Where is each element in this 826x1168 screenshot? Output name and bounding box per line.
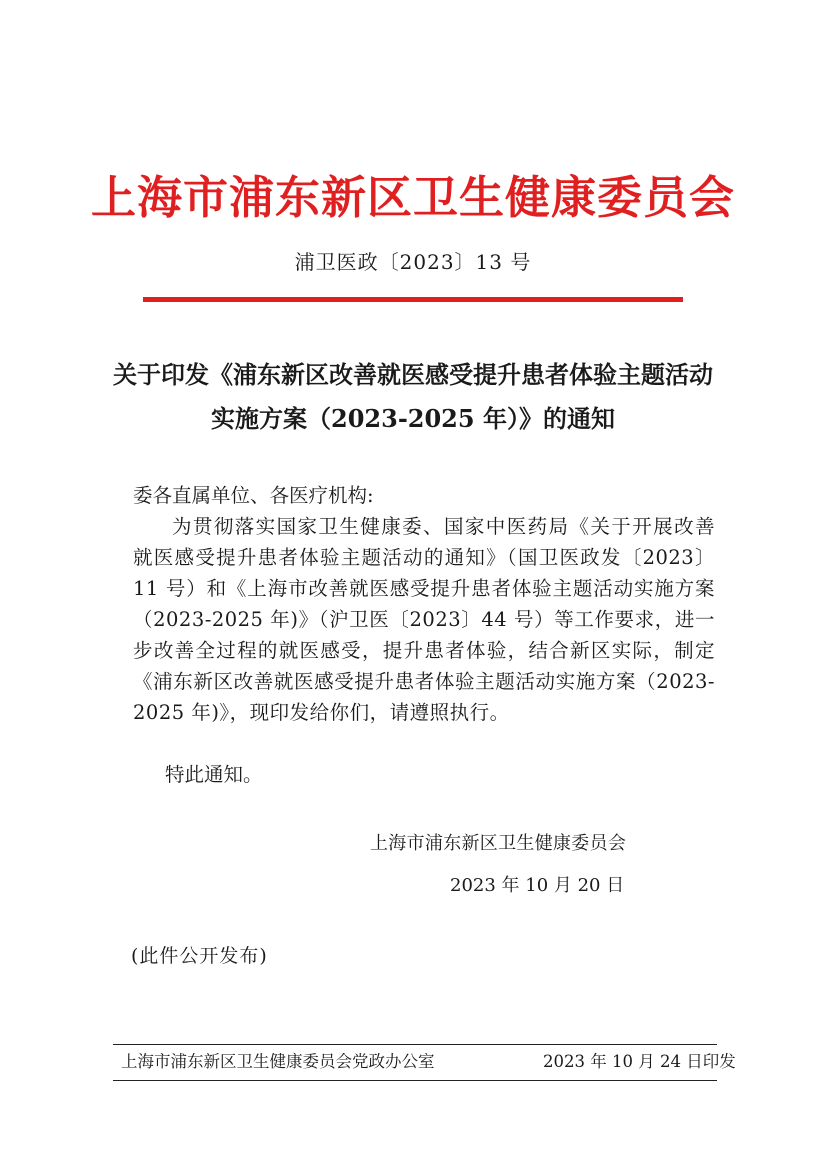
title-line-1: 关于印发《浦东新区改善就医感受提升患者体验主题活动 (113, 360, 713, 389)
footer-office: 上海市浦东新区卫生健康委员会党政办公室 (121, 1052, 435, 1071)
recipient-line: 委各直属单位、各医疗机构: (133, 484, 374, 507)
closing-line: 特此通知。 (165, 763, 263, 786)
body-paragraph (133, 511, 715, 728)
document-number: 浦卫医政〔2023〕13 号 (294, 250, 532, 274)
footer-bottom-rule (113, 1080, 717, 1081)
document-title (0, 353, 826, 441)
red-divider (143, 297, 683, 302)
publish-note: (此件公开发布) (131, 945, 268, 967)
organization-header: 上海市浦东新区卫生健康委员会 (90, 171, 735, 224)
signature-organization: 上海市浦东新区卫生健康委员会 (370, 833, 627, 854)
footer-top-rule (113, 1044, 717, 1045)
title-line-2: 实施方案（2023-2025 年）》的通知 (211, 404, 615, 433)
footer-print-date: 2023 年 10 月 24 日印发 (543, 1052, 736, 1071)
body-paragraph-text: 为贯彻落实国家卫生健康委、国家中医药局《关于开展改善 就医感受提升患者体验主题活动的通知》（国卫医政发〔2023〕11 号）和《上海市改善就医感受提升患者体验主题活动实施方案（2023-2025 年)》（沪卫医〔2023〕44 号）等工作要求，进一步改善全过程的就医感受，提升患者体验，结合新区实际，制定《浦东新区改善就医感受提升患者体验主题活动实施方案（2023-2025 年)》，现印发给你们，请遵照执行。 (133, 515, 715, 724)
signature-date: 2023 年 10 月 20 日 (450, 875, 625, 896)
